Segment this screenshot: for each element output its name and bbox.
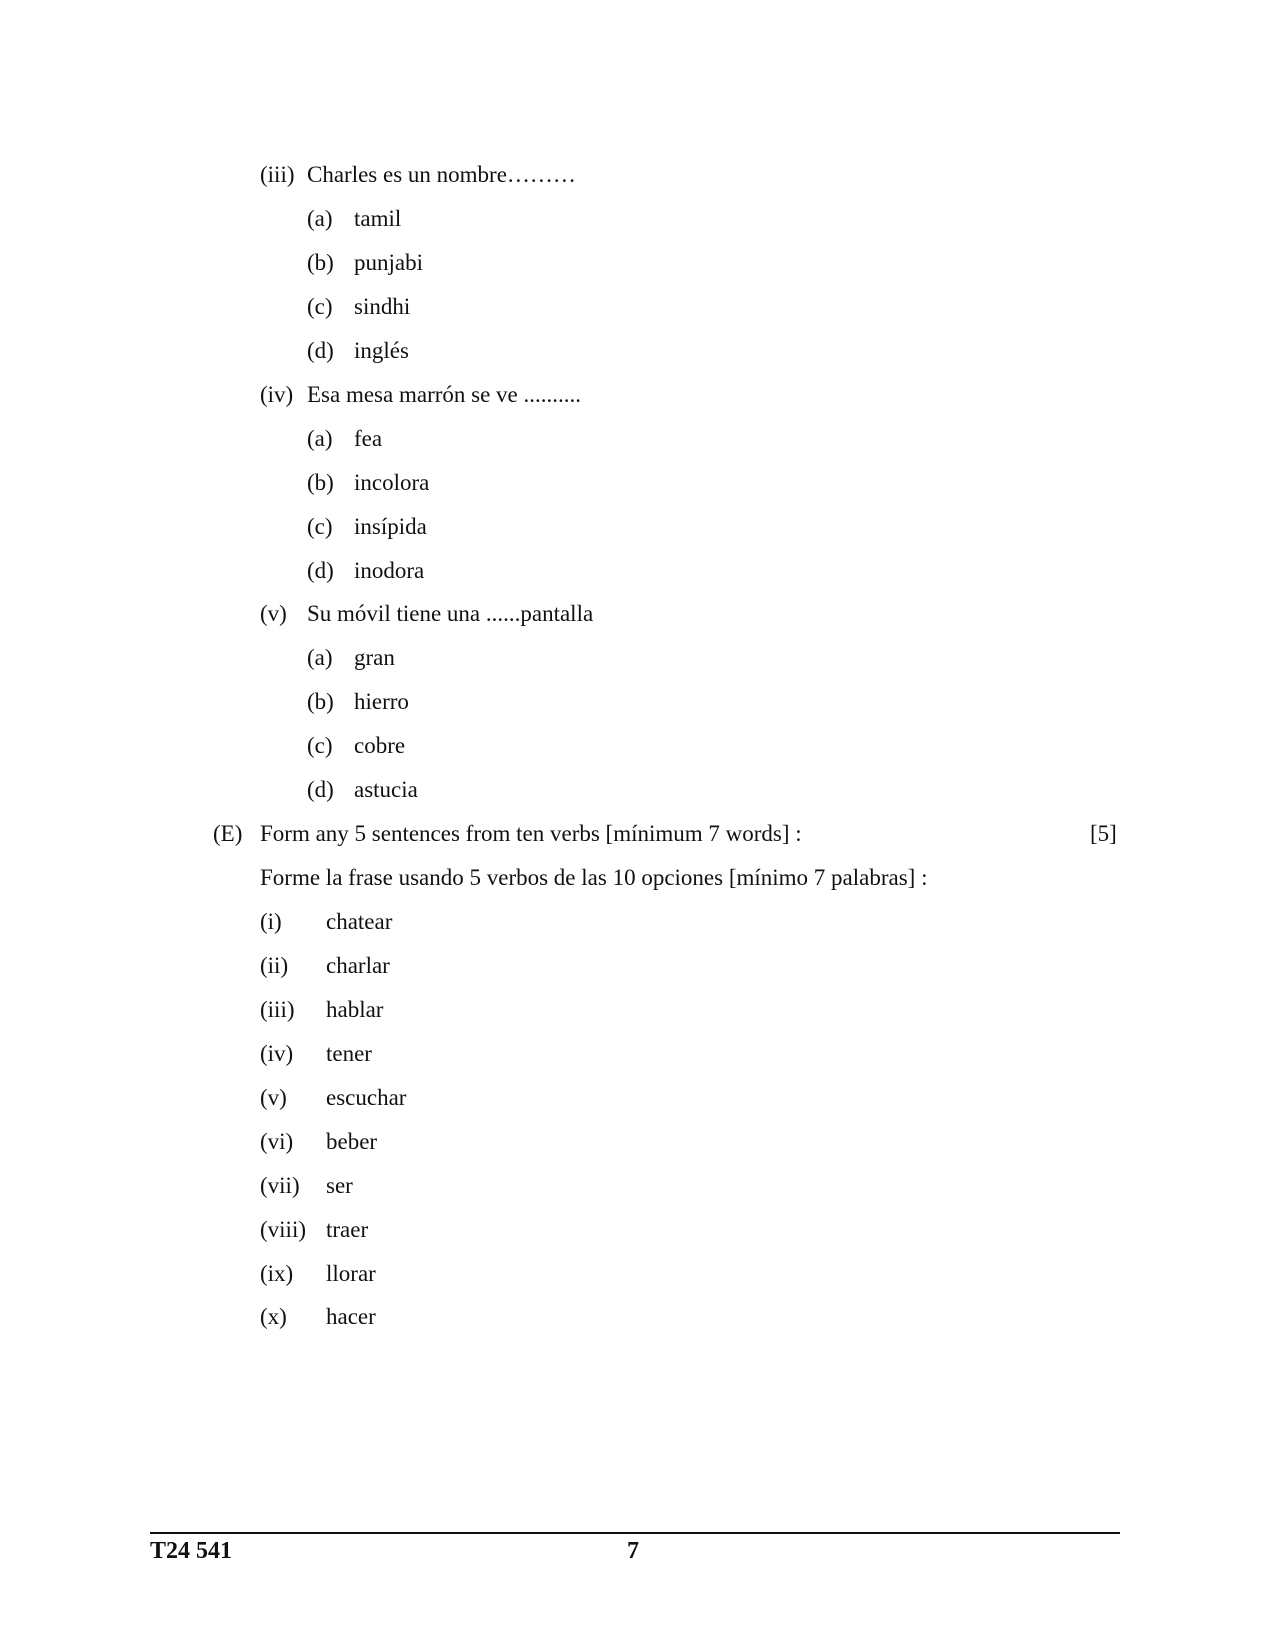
option-text: astucia [354,777,418,802]
verb-text: llorar [326,1261,376,1286]
option-label: (d) [307,558,334,583]
verb-text: traer [326,1217,369,1242]
question-number: (v) [260,601,287,626]
option-label: (a) [307,645,333,670]
verb-number: (vii) [260,1173,300,1198]
option-label: (d) [307,338,334,363]
question-text: Su móvil tiene una ......pantalla [307,601,594,626]
exam-code: T24 541 [150,1538,233,1564]
option-text: inodora [354,558,425,583]
option-text: tamil [354,206,402,231]
verb-number: (x) [260,1304,287,1329]
option-text: gran [354,645,395,670]
section-instruction-english: Form any 5 sentences from ten verbs [mínimum 7 words] : [260,821,802,846]
verb-number: (iii) [260,997,295,1022]
verb-number: (v) [260,1085,287,1110]
option-label: (b) [307,470,334,495]
option-label: (c) [307,294,333,319]
verb-text: tener [326,1041,372,1066]
option-text: insípida [354,514,427,539]
question-text: Esa mesa marrón se ve .......... [307,382,582,407]
question-number: (iii) [260,162,295,187]
section-marks: [5] [1090,821,1117,846]
verb-number: (i) [260,909,282,934]
question-text: Charles es un nombre……… [307,162,576,187]
option-text: punjabi [354,250,423,275]
verb-text: ser [326,1173,353,1198]
option-text: sindhi [354,294,411,319]
verb-number: (ii) [260,953,289,978]
verb-text: charlar [326,953,390,978]
verb-text: escuchar [326,1085,407,1110]
verb-text: beber [326,1129,378,1154]
verb-text: hacer [326,1304,376,1329]
option-text: inglés [354,338,409,363]
option-label: (b) [307,250,334,275]
option-text: cobre [354,733,406,758]
question-number: (iv) [260,382,294,407]
option-label: (a) [307,426,333,451]
verb-number: (viii) [260,1217,306,1242]
verb-text: hablar [326,997,384,1022]
footer-divider [150,1532,1120,1534]
option-label: (c) [307,514,333,539]
option-text: hierro [354,689,409,714]
option-label: (d) [307,777,334,802]
verb-number: (vi) [260,1129,294,1154]
verb-number: (ix) [260,1261,294,1286]
verb-text: chatear [326,909,393,934]
page-number: 7 [627,1538,639,1564]
option-label: (a) [307,206,333,231]
option-label: (b) [307,689,334,714]
verb-number: (iv) [260,1041,294,1066]
section-label: (E) [213,821,243,846]
option-label: (c) [307,733,333,758]
option-text: fea [354,426,383,451]
option-text: incolora [354,470,430,495]
section-instruction-spanish: Forme la frase usando 5 verbos de las 10 opciones [mínimo 7 palabras] : [260,865,928,890]
